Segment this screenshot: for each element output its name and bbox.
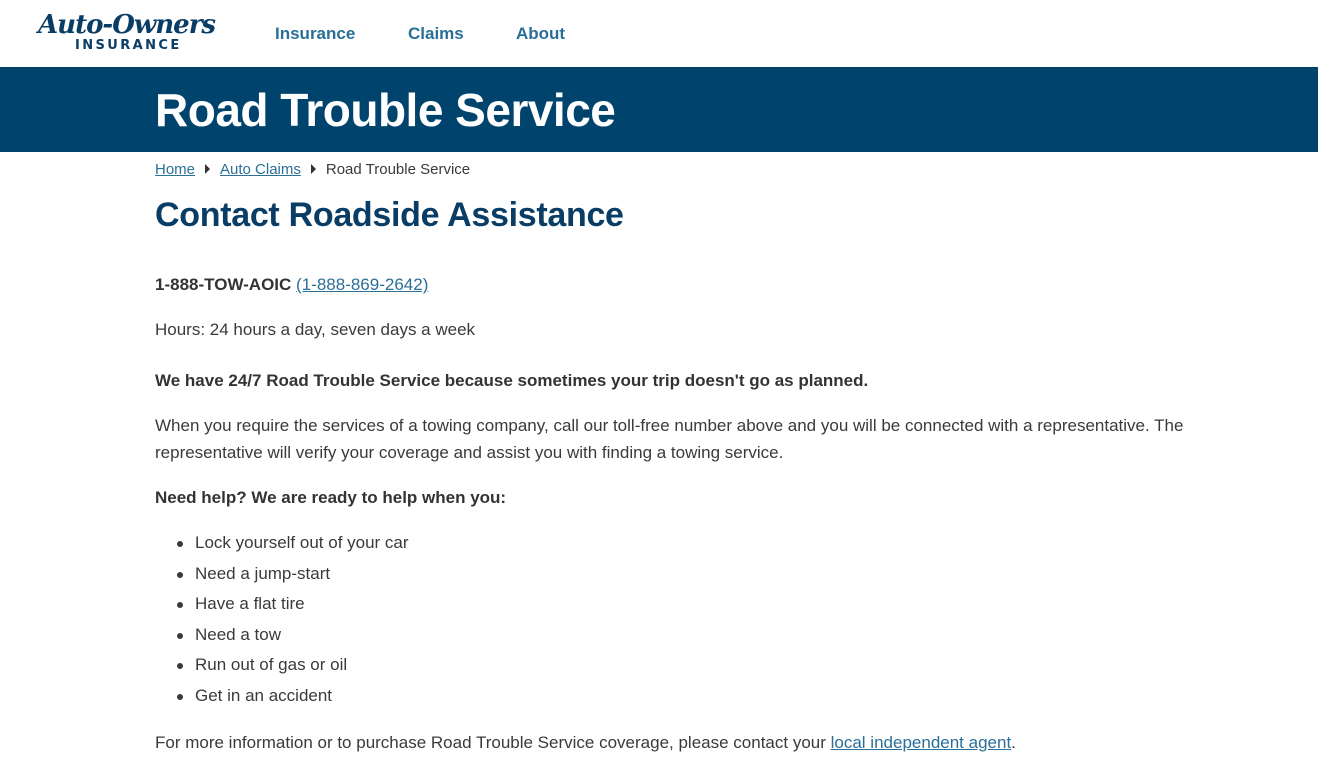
phone-number-link[interactable]: (1-888-869-2642) — [296, 275, 429, 294]
list-item: Need a jump-start — [177, 559, 1265, 590]
nav-about[interactable]: About — [516, 24, 566, 43]
main-content — [155, 196, 1265, 756]
breadcrumb-current: Road Trouble Service — [325, 161, 471, 178]
list-item: Get in an accident — [177, 681, 1265, 712]
page-title: Road Trouble Service — [155, 84, 616, 136]
more-info-text — [155, 729, 1265, 756]
page-banner — [0, 67, 1318, 152]
help-list — [177, 528, 1265, 711]
nav-claims[interactable]: Claims — [408, 24, 464, 43]
list-item: Need a tow — [177, 620, 1265, 651]
section-heading: Contact Roadside Assistance — [155, 196, 624, 234]
site-header — [0, 0, 1318, 67]
logo-subtitle: INSURANCE — [75, 38, 182, 53]
more-info-suffix: . — [1011, 733, 1016, 752]
auto-owners-logo[interactable] — [38, 10, 218, 56]
breadcrumb-home[interactable]: Home — [155, 161, 196, 178]
nav-insurance[interactable]: Insurance — [275, 24, 356, 43]
phone-label: 1-888-TOW-AOIC — [155, 275, 292, 294]
phone-line — [155, 271, 1265, 298]
breadcrumb-arrow-icon — [205, 164, 210, 174]
list-item: Lock yourself out of your car — [177, 528, 1265, 559]
hours-text: Hours: 24 hours a day, seven days a week — [155, 320, 476, 339]
list-item: Run out of gas or oil — [177, 650, 1265, 681]
intro-bold-text: We have 24/7 Road Trouble Service because sometimes your trip doesn't go as planned. — [155, 371, 869, 390]
help-heading: Need help? We are ready to help when you: — [155, 488, 507, 507]
breadcrumb — [155, 161, 470, 181]
local-agent-link[interactable]: local independent agent — [830, 733, 1012, 752]
description-text: When you require the services of a towing company, call our toll-free number above and you will be connected with a representative. The representative will verify your coverage and assist you with finding a towing service. — [155, 416, 1184, 462]
more-info-prefix: For more information or to purchase Road Trouble Service coverage, please contact your — [155, 733, 831, 752]
logo-wordmark: Auto-Owners — [38, 10, 216, 40]
list-item: Have a flat tire — [177, 589, 1265, 620]
breadcrumb-auto-claims[interactable]: Auto Claims — [220, 161, 301, 178]
breadcrumb-arrow-icon — [311, 164, 316, 174]
